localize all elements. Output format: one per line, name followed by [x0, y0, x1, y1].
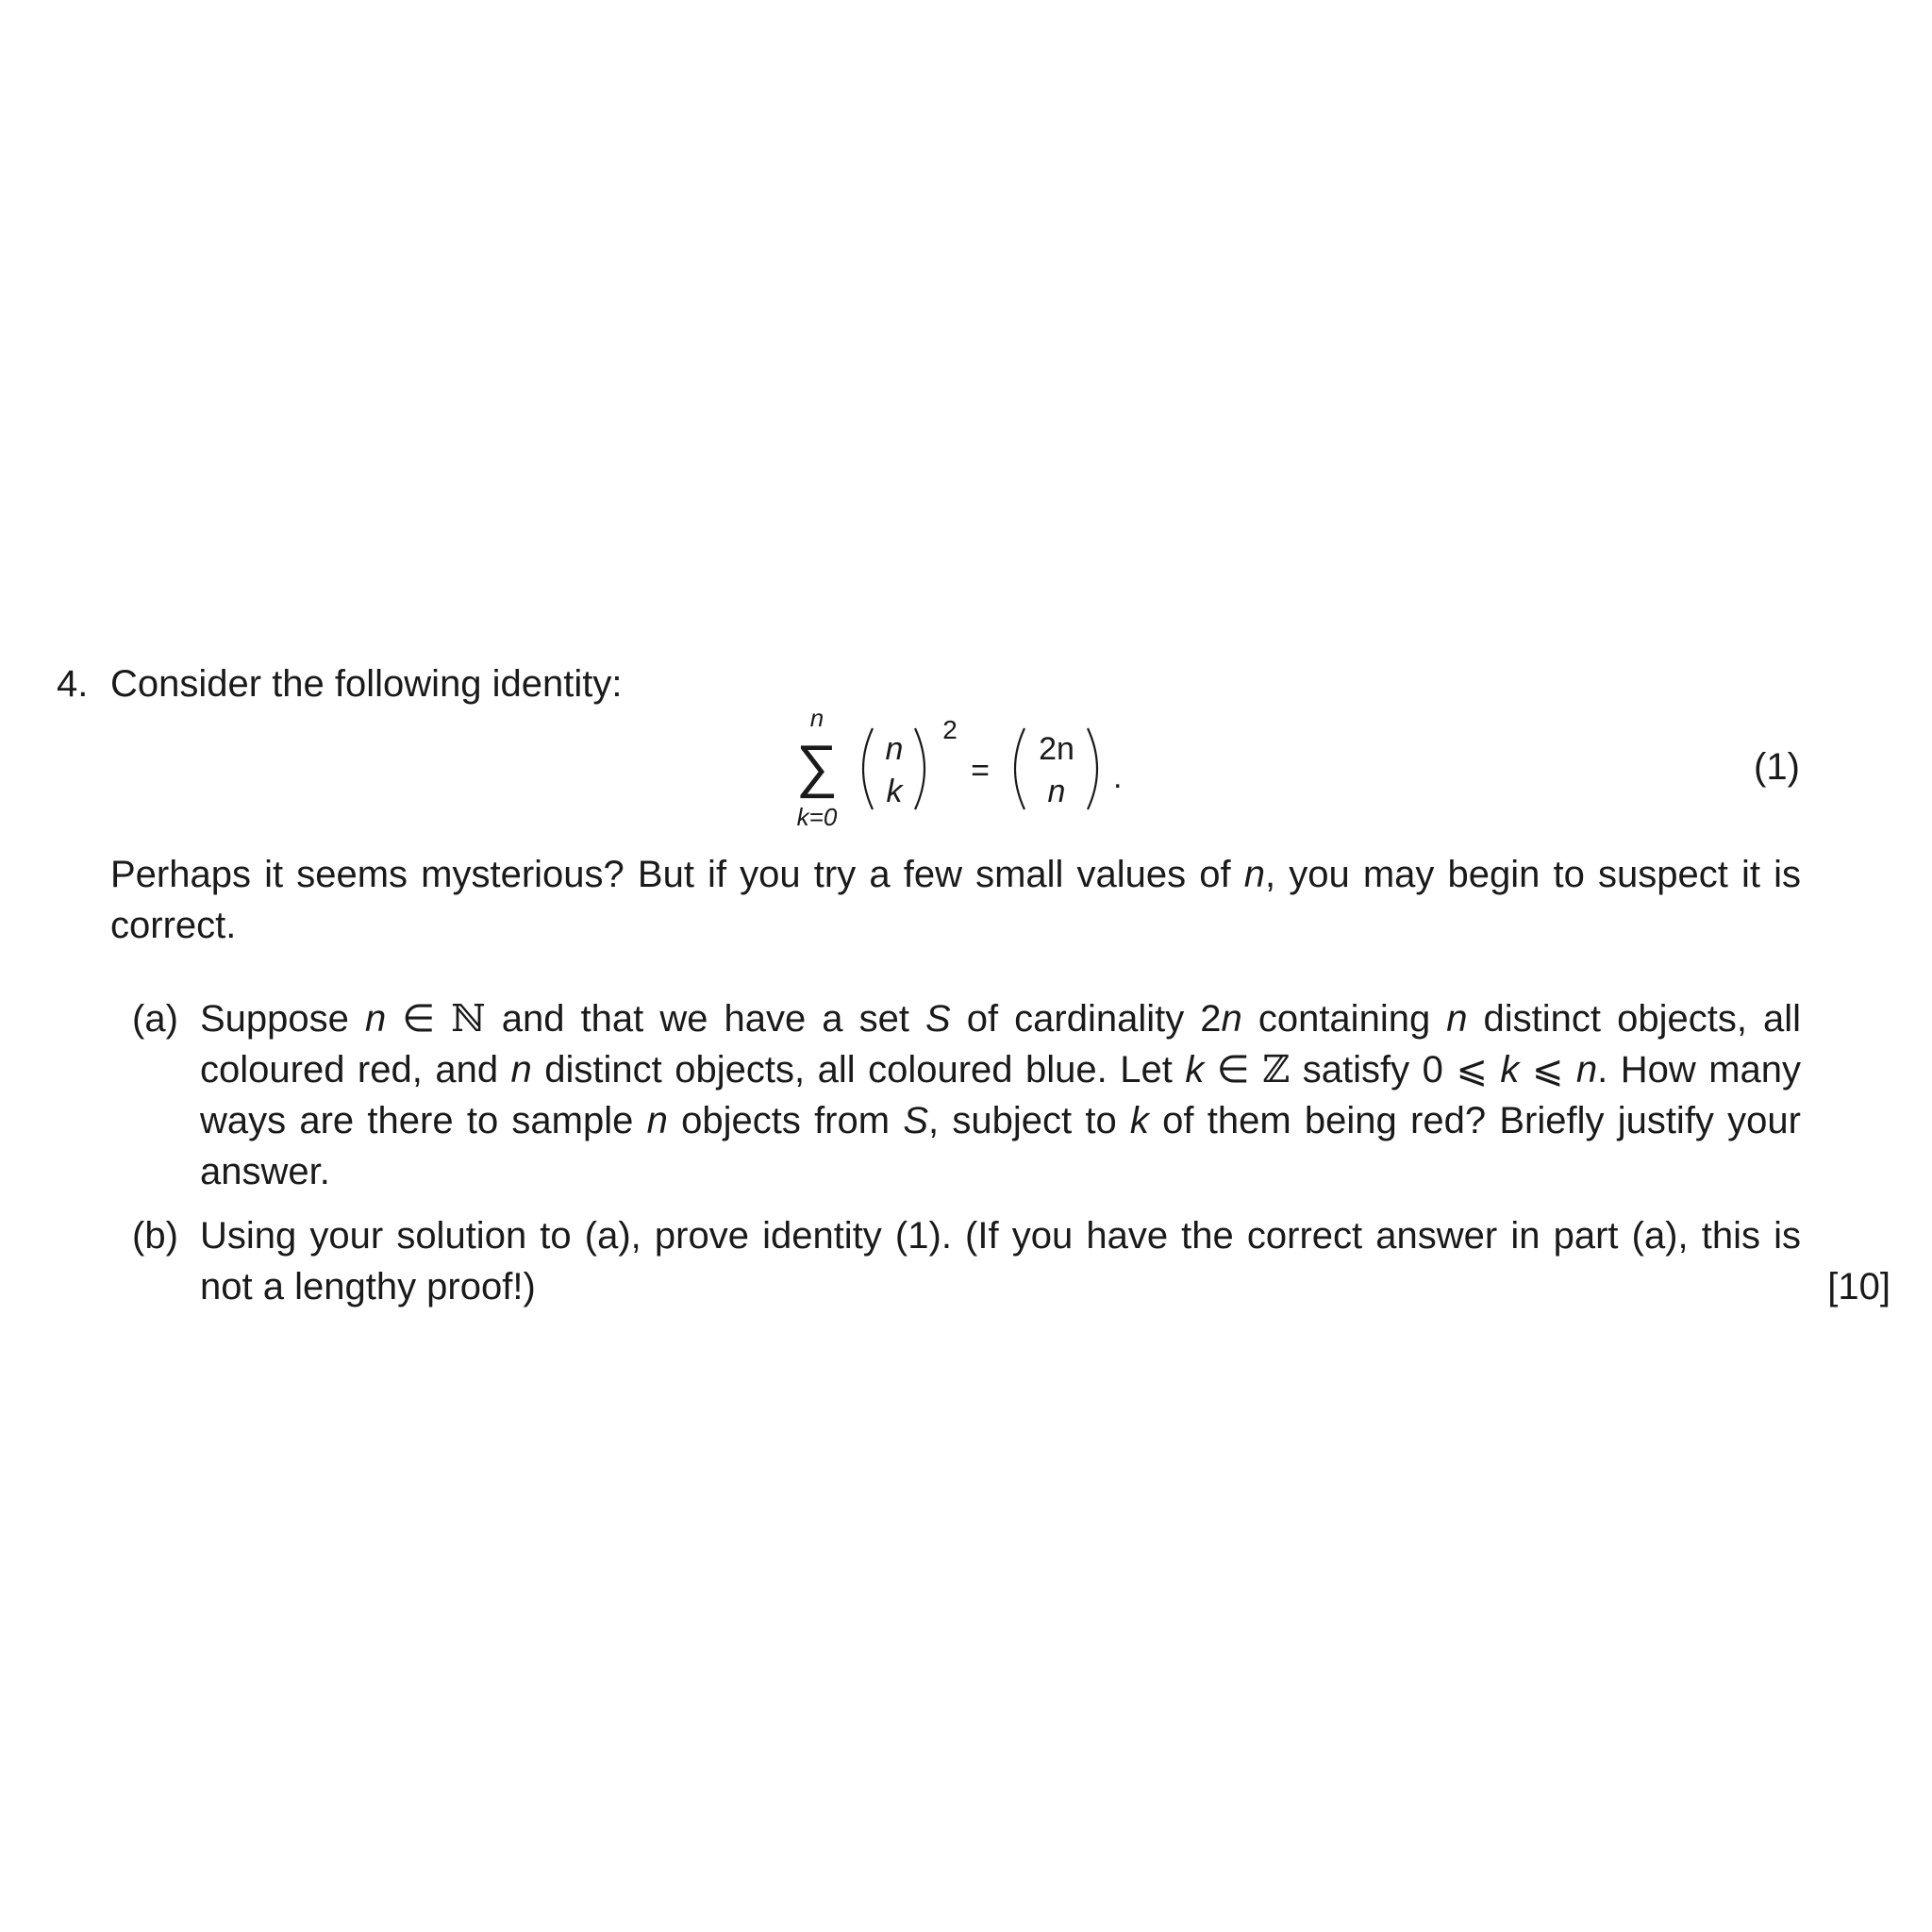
summation-symbol: ∑ [795, 734, 839, 799]
paragraph-text-1: Perhaps it seems mysterious? But if you try a few small values of [110, 854, 1231, 895]
equation-number: (1) [1754, 746, 1800, 788]
lhs-binom-top: n [885, 731, 904, 767]
question-intro: Consider the following identity: [110, 663, 623, 705]
equation-period: . [1113, 759, 1123, 795]
exponent: 2 [942, 715, 958, 744]
rhs-right-paren [1088, 728, 1097, 809]
part-a-label: (a) [132, 998, 178, 1040]
equals-sign: = [971, 753, 990, 789]
rhs-left-paren [1015, 728, 1024, 809]
marks-total: [10] [1827, 1266, 1890, 1307]
question-paragraph [110, 849, 1801, 951]
sum-lower-limit: k=0 [796, 803, 838, 831]
integers-symbol: ℤ [1262, 1048, 1291, 1091]
part-b-text: Using your solution to (a), prove identity (1). (If you have the correct answer in part (a), this is not a lengthy proof!) [200, 1215, 1801, 1307]
sum-upper-limit: n [809, 704, 824, 732]
paragraph-text-2: , you may begin to suspect it is correct. [110, 854, 1801, 946]
lhs-binom-bottom: k [886, 774, 903, 809]
lhs-right-paren [915, 728, 924, 809]
paragraph-var-n: n [1243, 854, 1266, 895]
naturals-symbol: ℕ [451, 997, 486, 1041]
rhs-binom-bottom: n [1047, 774, 1066, 809]
question-number: 4. [57, 663, 89, 705]
part-a-text: Suppose n ∈ ℕ and that we have a set S of cardinality 2n containing n distinct objects, all coloured red, and n distinct objects, all coloured blue. Let k ∈ ℤ satisfy 0 ⩽ k ⩽ n. How many ways are there to sample n objects from S, subject to k of them being red? Briefly justify your answer. [200, 997, 1802, 1192]
rhs-binom-top: 2n [1039, 731, 1074, 767]
lhs-left-paren [863, 728, 873, 809]
identity-equation [774, 693, 1151, 844]
part-b-label: (b) [132, 1215, 178, 1257]
